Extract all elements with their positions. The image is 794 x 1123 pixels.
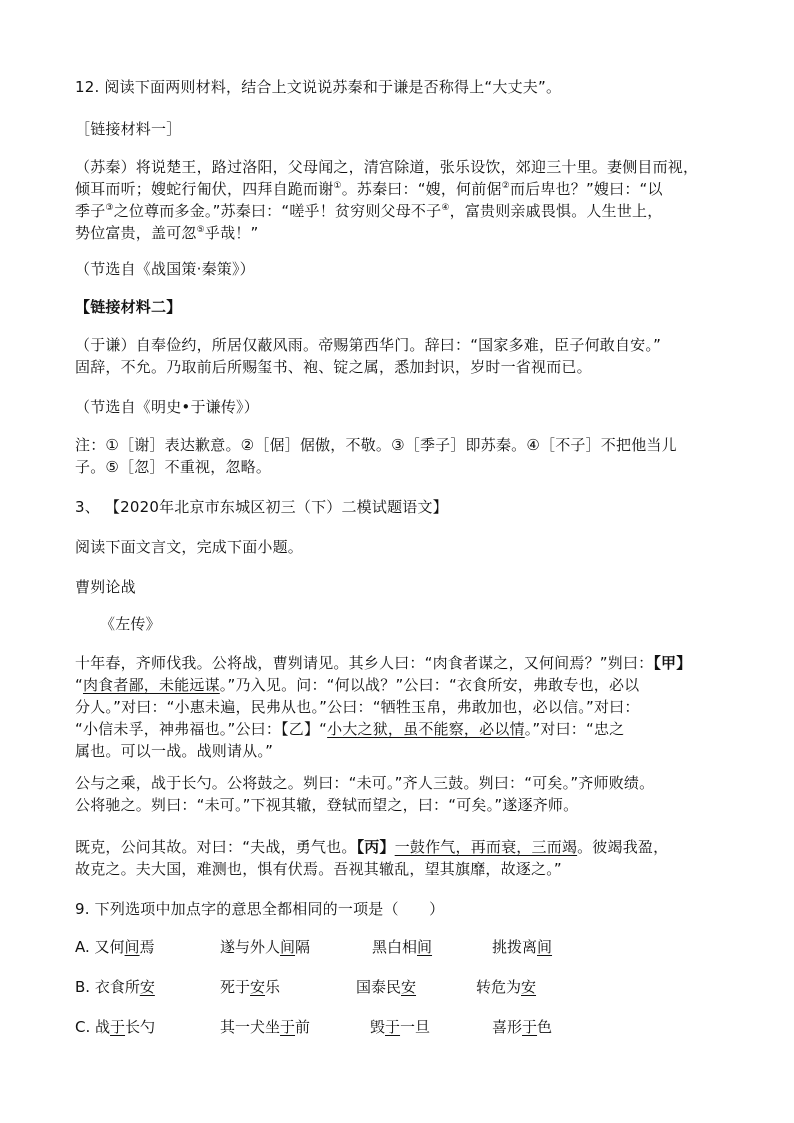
- passage-line: “小信未孚，神弗福也。”公曰：【乙】“小大之狱，虽不能察，必以情。”对曰：“忠之: [75, 720, 625, 738]
- option-a[interactable]: [75, 936, 720, 958]
- dotted-char: 安: [250, 978, 266, 996]
- option-a-item-3: 黑白相间: [372, 938, 433, 956]
- passage-line: 属也。可以一战。战则请从。”: [75, 742, 274, 760]
- option-b-item-4: 转危为安: [476, 978, 537, 996]
- dotted-char: 于: [385, 1018, 401, 1036]
- option-a-item-4: 挑拨离间: [492, 938, 553, 956]
- passage-line: 公与之乘，战于长勺。公将鼓之。刿曰：“未可。”齐人三鼓。刿曰：“可矣。”齐师败绩。: [75, 774, 655, 792]
- option-c-item-4: 喜形于色: [492, 1018, 553, 1036]
- section-3-header: 3、 【2020年北京市东城区初三（下）二模试题语文】: [75, 498, 448, 516]
- dotted-char: 于: [110, 1018, 126, 1036]
- dotted-char: 安: [401, 978, 417, 996]
- passage-line: 公将驰之。刿曰：“未可。”下视其辙，登轼而望之，曰：“可矣。”遂逐齐师。: [75, 796, 579, 814]
- annotations: [75, 434, 720, 478]
- material-1-text: [75, 156, 720, 244]
- marker-jia: 【甲】: [653, 654, 692, 672]
- dotted-char: 于: [280, 1018, 296, 1036]
- dotted-char: 安: [521, 978, 537, 996]
- note-marker: ④: [441, 203, 450, 213]
- text-title: 曹刿论战: [75, 578, 136, 596]
- question-12: 12. 阅读下面两则材料，结合上文说说苏秦和于谦是否称得上“大丈夫”。: [75, 78, 562, 96]
- option-c[interactable]: [75, 1016, 720, 1038]
- material-2-line: （于谦）自奉俭约，所居仅蔽风雨。帝赐第西华门。辞曰：“国家多难，臣子何敢自安。”: [75, 336, 662, 354]
- option-a-item-1: A. 又何间焉: [75, 938, 155, 956]
- material-1-line: （苏秦）将说楚王，路过洛阳，父母闻之，清宫除道，张乐设饮，郊迎三十里。妻侧目而视，: [75, 158, 699, 176]
- question-9: 9. 下列选项中加点字的意思全都相同的一项是（ ）: [75, 900, 445, 918]
- passage-paragraph-1: [75, 652, 720, 762]
- dotted-char: 间: [537, 938, 553, 956]
- option-b-item-1: B. 衣食所安: [75, 978, 155, 996]
- note-marker: ③: [105, 203, 114, 213]
- material-2-line: 固辞，不允。乃取前后所赐玺书、袍、锭之属，悉加封识，岁时一省视而已。: [75, 358, 592, 376]
- passage-paragraph-3: [75, 836, 720, 880]
- note-marker: ⑤: [196, 225, 205, 235]
- passage-paragraph-2: [75, 772, 720, 816]
- annotation-line: 子。⑤［忽］不重视，忽略。: [75, 458, 272, 476]
- underlined-phrase: 肉食者鄙，未能远谋: [82, 676, 220, 694]
- material-2-text: [75, 334, 720, 378]
- passage-line: 十年春，齐师伐我。公将战，曹刿请见。其乡人曰：“肉食者谋之，又何间焉？”刿曰：【甲】: [75, 654, 692, 672]
- passage-line: 故克之。夫大国，难测也，惧有伏焉。吾视其辙乱，望其旗靡，故逐之。”: [75, 860, 562, 878]
- passage-line: 既克，公问其故。对曰：“夫战，勇气也。【丙】一鼓作气，再而衰，三而竭。彼竭我盈，: [75, 838, 669, 856]
- dotted-char: 间: [124, 938, 140, 956]
- option-b[interactable]: [75, 976, 720, 998]
- material-1-line: 倾耳而听；嫂蛇行匍伏，四拜自跪而谢①。苏秦曰：“嫂，何前倨②而后卑也？”嫂曰：“以: [75, 180, 663, 198]
- underlined-phrase: 小大之狱，虽不能察，必以情: [327, 720, 525, 738]
- dotted-char: 安: [139, 978, 155, 996]
- option-c-item-3: 毁于一旦: [370, 1018, 431, 1036]
- passage-line: 分人。”对曰：“小惠未遍，民弗从也。”公曰：“牺牲玉帛，弗敢加也，必以信。”对曰：: [75, 698, 640, 716]
- dotted-char: 间: [280, 938, 296, 956]
- dotted-char: 于: [522, 1018, 538, 1036]
- material-1-title: ［链接材料一］: [75, 120, 182, 138]
- material-1-line: 势位富贵，盖可忽⑤乎哉！”: [75, 224, 259, 242]
- passage-line: “肉食者鄙，未能远谋。”乃入见。问：“何以战？”公曰：“衣食所安，弗敢专也，必以: [75, 676, 640, 694]
- source-1: （节选自《战国策·秦策》）: [75, 260, 255, 278]
- note-marker: ②: [501, 181, 510, 191]
- note-marker: ①: [333, 181, 342, 191]
- material-2-title: 【链接材料二】: [75, 298, 182, 316]
- option-b-item-3: 国泰民安: [356, 978, 417, 996]
- option-c-item-1: C. 战于长勺: [75, 1018, 156, 1036]
- marker-bing: 【丙】: [356, 838, 395, 856]
- dotted-char: 间: [417, 938, 433, 956]
- source-2: （节选自《明史•于谦传》）: [75, 398, 259, 416]
- material-1-line: 季子③之位尊而多金。”苏秦曰：“嗟乎！贫穷则父母不子④，富贵则亲戚畏惧。人生世上，: [75, 202, 663, 220]
- annotation-line: 注：①［谢］表达歉意。②［倨］倨傲，不敬。③［季子］即苏秦。④［不子］不把他当儿: [75, 436, 677, 454]
- option-c-item-2: 其一犬坐于前: [220, 1018, 311, 1036]
- underlined-phrase: 一鼓作气，再而衰，三而竭: [394, 838, 578, 856]
- text-author: 《左传》: [100, 615, 161, 633]
- option-a-item-2: 遂与外人间隔: [220, 938, 311, 956]
- option-b-item-2: 死于安乐: [220, 978, 281, 996]
- instruction: 阅读下面文言文，完成下面小题。: [75, 538, 304, 556]
